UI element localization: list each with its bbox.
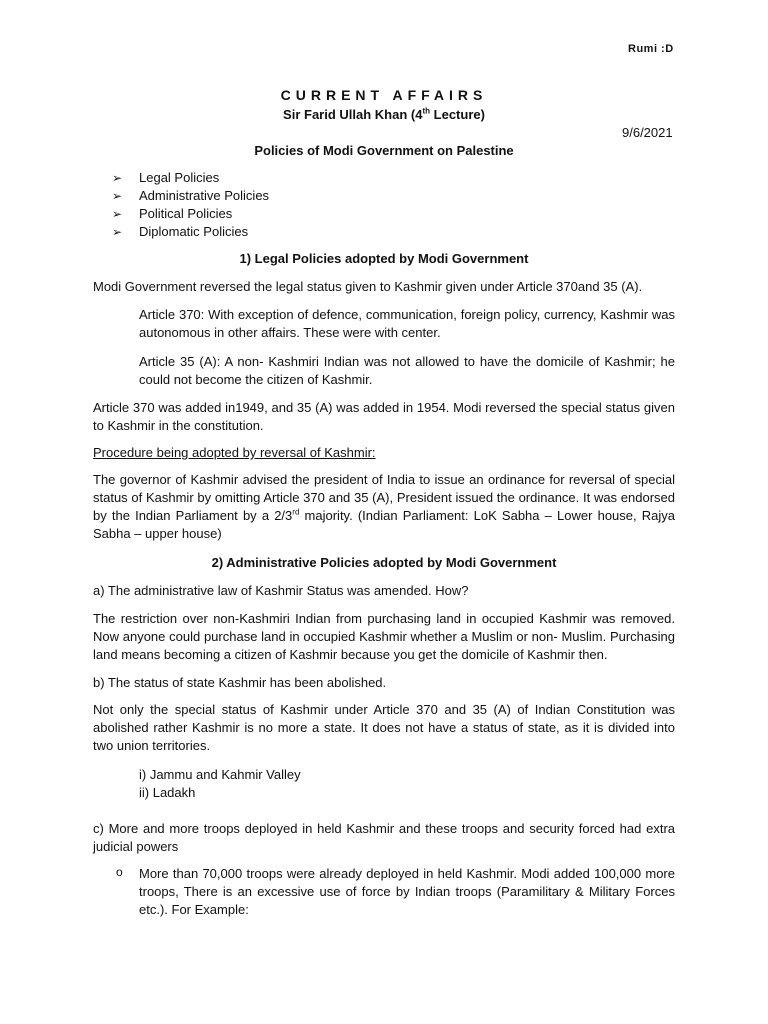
arrow-bullet-icon: ➢	[112, 189, 123, 203]
list-item-label: Diplomatic Policies	[139, 224, 249, 239]
paragraph-legal-history: Article 370 was added in1949, and 35 (A) was added in 1954. Modi reversed the special status given to Kashmir in the constitution.	[93, 400, 675, 433]
paragraph-b-heading: b) The status of state Kashmir has been abolished.	[93, 675, 387, 690]
list-item	[112, 187, 269, 205]
procedure-text-end: majority. (Indian Parliament: LoK Sabha – Lower house, Rajya Sabha – upper house)	[93, 508, 676, 541]
section-heading-legal: 1) Legal Policies adopted by Modi Government	[239, 251, 529, 266]
list-item: ii) Ladakh	[139, 785, 196, 800]
list-item-label: Political Policies	[139, 206, 233, 221]
list-item-label: Legal Policies	[139, 170, 220, 185]
list-item	[112, 169, 269, 187]
list-item: i) Jammu and Kahmir Valley	[139, 767, 301, 782]
subtitle-text-end: Lecture)	[430, 107, 485, 122]
procedure-text: The governor of Kashmir advised the president of India to issue an ordinance for reversal of special status of Kashmir by omitting Article 370 and 35 (A), President issued the ordinance. It was endorsed by the Indian Parliament by a 2/3	[93, 472, 675, 523]
paragraph-c-heading: c) More and more troops deployed in held Kashmir and these troops and security forced had extra judicial powers	[93, 821, 675, 854]
paragraph-procedure	[93, 471, 675, 543]
territories-list	[139, 766, 301, 802]
circle-bullet-icon: o	[116, 865, 123, 879]
author-tag: Rumi :D	[628, 43, 674, 55]
document-date: 9/6/2021	[622, 125, 673, 140]
paragraph-article-370: Article 370: With exception of defence, communication, foreign policy, currency, Kashmir was autonomous in other affairs. These were with center.	[139, 307, 675, 340]
subtitle-text: Sir Farid Ullah Khan (4	[283, 107, 423, 122]
paragraph-a-heading: a) The administrative law of Kashmir Status was amended. How?	[93, 583, 469, 598]
paragraph-c-bullet: More than 70,000 troops were already deployed in held Kashmir. Modi added 100,000 more troops, There is an excessive use of force by Indian troops (Paramilitary & Military Forces etc.). For Example:	[139, 866, 675, 917]
paragraph-a-text: The restriction over non-Kashmiri Indian from purchasing land in occupied Kashmir was removed. Now anyone could purchase land in occupied Kashmir whether a Muslim or non- Muslim. Purchasing land means becoming a citizen of Kashmir because you get the domicile of Kashmir then.	[93, 611, 675, 662]
procedure-heading: Procedure being adopted by reversal of Kashmir:	[93, 445, 376, 460]
list-item	[112, 223, 269, 241]
subtitle-superscript: th	[422, 106, 431, 116]
arrow-bullet-icon: ➢	[112, 225, 123, 239]
document-title: CURRENT AFFAIRS	[280, 87, 488, 103]
paragraph-article-35a: Article 35 (A): A non- Kashmiri Indian was not allowed to have the domicile of Kashmir; he could not become the citizen of Kashmir.	[139, 354, 675, 387]
lecture-subtitle	[0, 107, 768, 122]
paragraph-legal-intro: Modi Government reversed the legal status given to Kashmir given under Article 370and 35 (A).	[93, 279, 643, 294]
policy-list	[112, 169, 269, 241]
document-heading: Policies of Modi Government on Palestine	[254, 143, 514, 158]
procedure-superscript: rd	[292, 507, 300, 517]
arrow-bullet-icon: ➢	[112, 207, 123, 221]
list-item	[112, 205, 269, 223]
arrow-bullet-icon: ➢	[112, 171, 123, 185]
paragraph-b-text: Not only the special status of Kashmir under Article 370 and 35 (A) of Indian Constitution was abolished rather Kashmir is no more a state. It does not have a status of state, as it is divided into two union territories.	[93, 702, 675, 753]
section-heading-administrative: 2) Administrative Policies adopted by Modi Government	[211, 555, 557, 570]
list-item-label: Administrative Policies	[139, 188, 270, 203]
